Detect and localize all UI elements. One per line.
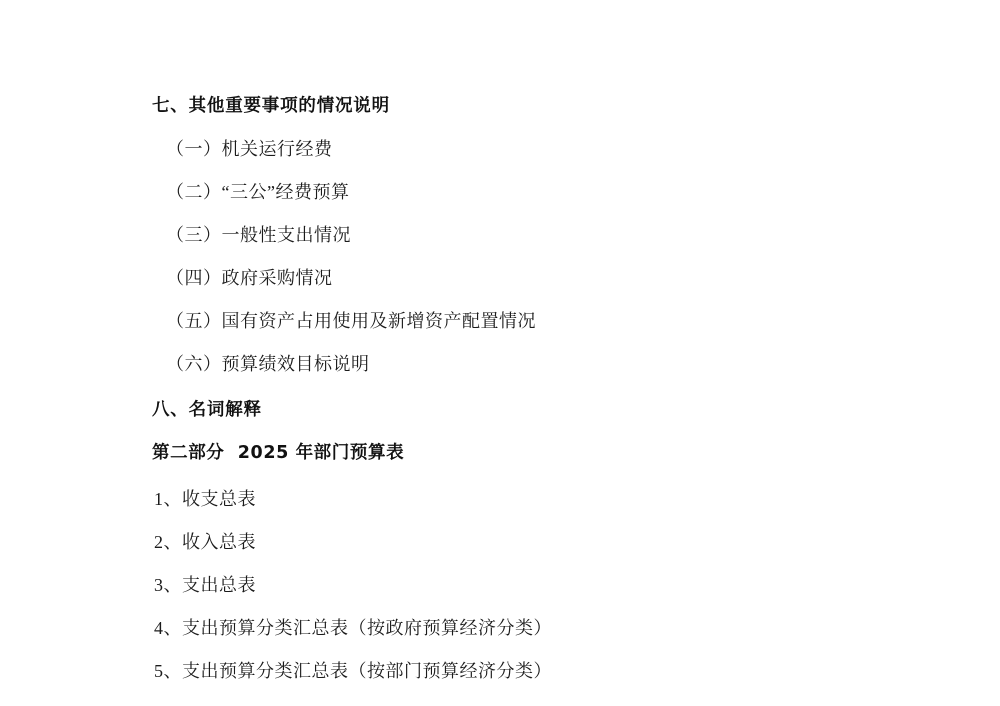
list-item-table-5: 5、支出预算分类汇总表（按部门预算经济分类）	[154, 661, 552, 681]
spacer	[152, 472, 850, 481]
list-item-7-2: （二）“三公”经费预算	[166, 182, 350, 202]
list-item-7-5: （五）国有资产占用使用及新增资产配置情况	[166, 311, 536, 331]
list-item-7-3: （三）一般性支出情况	[166, 225, 351, 245]
list-item-table-3: 3、支出总表	[154, 575, 256, 595]
part-2-heading: 第二部分 2025 年部门预算表	[152, 443, 405, 463]
list-item-7-1: （一）机关运行经费	[166, 139, 333, 159]
list-item-7-4: （四）政府采购情况	[166, 268, 333, 288]
spacer	[152, 383, 850, 392]
list-item-table-1: 1、收支总表	[154, 489, 256, 509]
list-item-table-2: 2、收入总表	[154, 532, 256, 552]
section-7-heading: 七、其他重要事项的情况说明	[152, 96, 390, 116]
list-item-7-6: （六）预算绩效目标说明	[166, 354, 370, 374]
list-item-table-4: 4、支出预算分类汇总表（按政府预算经济分类）	[154, 618, 552, 638]
section-8-heading: 八、名词解释	[152, 400, 262, 420]
document-body	[152, 88, 850, 690]
